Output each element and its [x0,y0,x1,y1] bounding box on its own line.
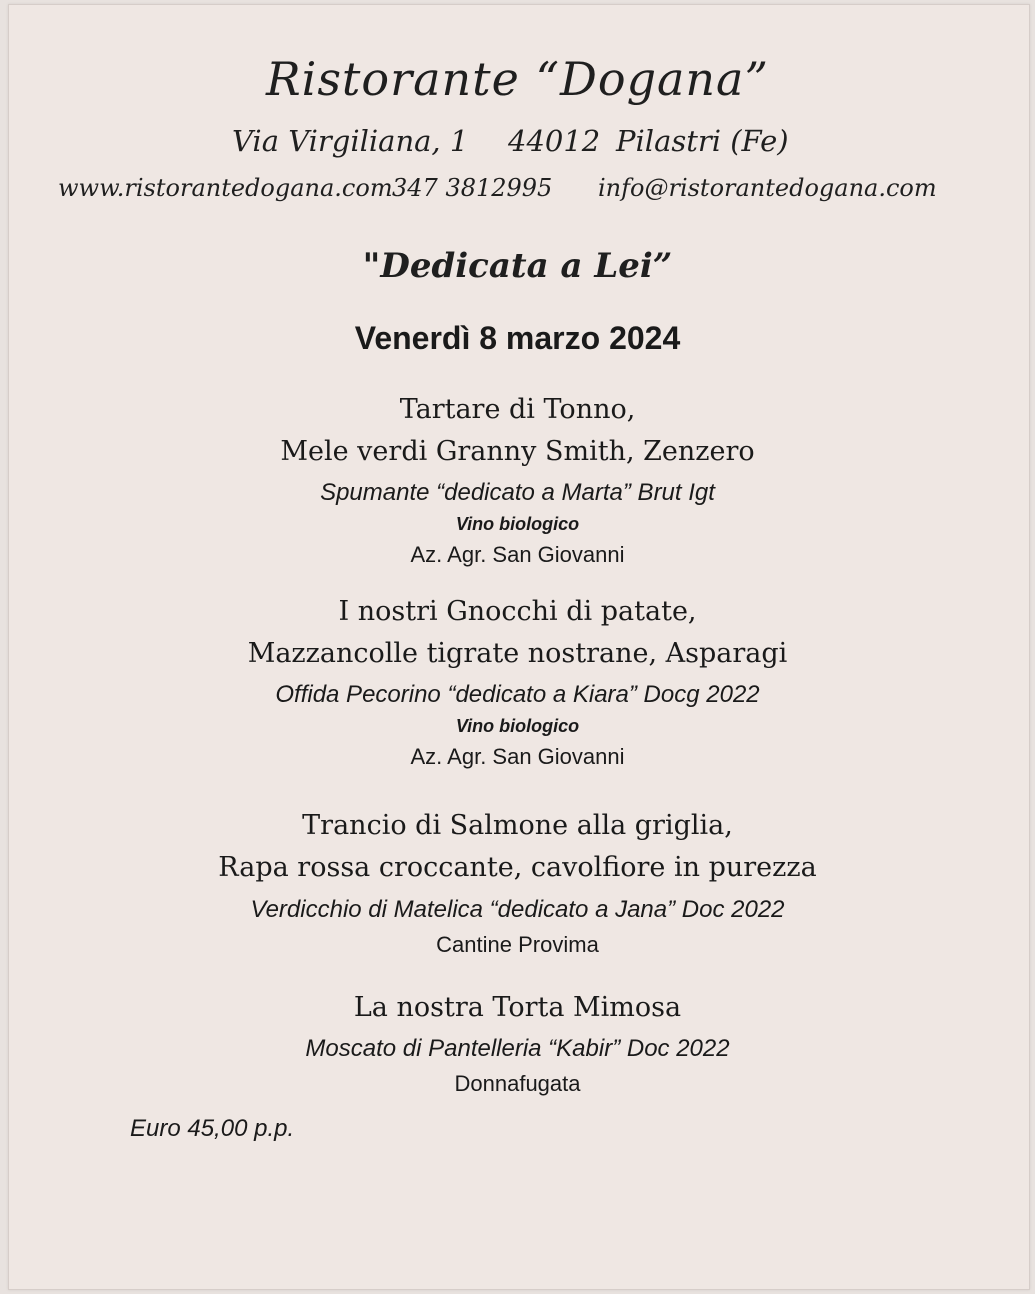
course-2-dish-line-1: I nostri Gnocchi di patate, [338,596,697,627]
course-1-producer: Az. Agr. San Giovanni [410,542,625,567]
address-postal-code: 44012 [508,124,601,158]
course-1-wine: Spumante “dedicato a Marta” Brut Igt [320,479,715,506]
course-4-producer: Donnafugata [454,1071,581,1096]
email-address: info@ristorantedogana.com [598,174,937,202]
event-date: Venerdì 8 marzo 2024 [354,320,681,356]
website-link: www.ristorantedogana.com [58,174,393,202]
address-city: Pilastri (Fe) [616,124,789,158]
course-2-producer: Az. Agr. San Giovanni [410,744,625,769]
course-3-dish-line-2: Rapa rossa croccante, cavolfiore in purezza [218,852,817,883]
menu-subtitle: "Dedicata a Lei” [362,246,673,286]
course-2-wine: Offida Pecorino “dedicato a Kiara” Docg 2022 [275,681,760,708]
phone-number: 347 3812995 [392,174,553,202]
course-1-dish-line-1: Tartare di Tonno, [399,394,636,425]
course-1-wine-note: Vino biologico [455,514,580,534]
course-3-wine: Verdicchio di Matelica “dedicato a Jana” Doc 2022 [250,896,785,923]
menu-price: Euro 45,00 p.p. [130,1115,295,1142]
course-2-wine-note: Vino biologico [455,716,580,736]
course-2-dish-line-2: Mazzancolle tigrate nostrane, Asparagi [247,638,788,669]
address-street: Via Virgiliana, 1 [232,124,469,158]
course-3-dish-line-1: Trancio di Salmone alla griglia, [302,810,733,841]
course-3-producer: Cantine Provima [436,932,599,957]
course-4-wine: Moscato di Pantelleria “Kabir” Doc 2022 [305,1035,730,1062]
course-1-dish-line-2: Mele verdi Granny Smith, Zenzero [280,436,755,467]
course-4-dish-line-1: La nostra Torta Mimosa [353,992,682,1023]
restaurant-title: Ristorante “Dogana” [265,52,770,106]
